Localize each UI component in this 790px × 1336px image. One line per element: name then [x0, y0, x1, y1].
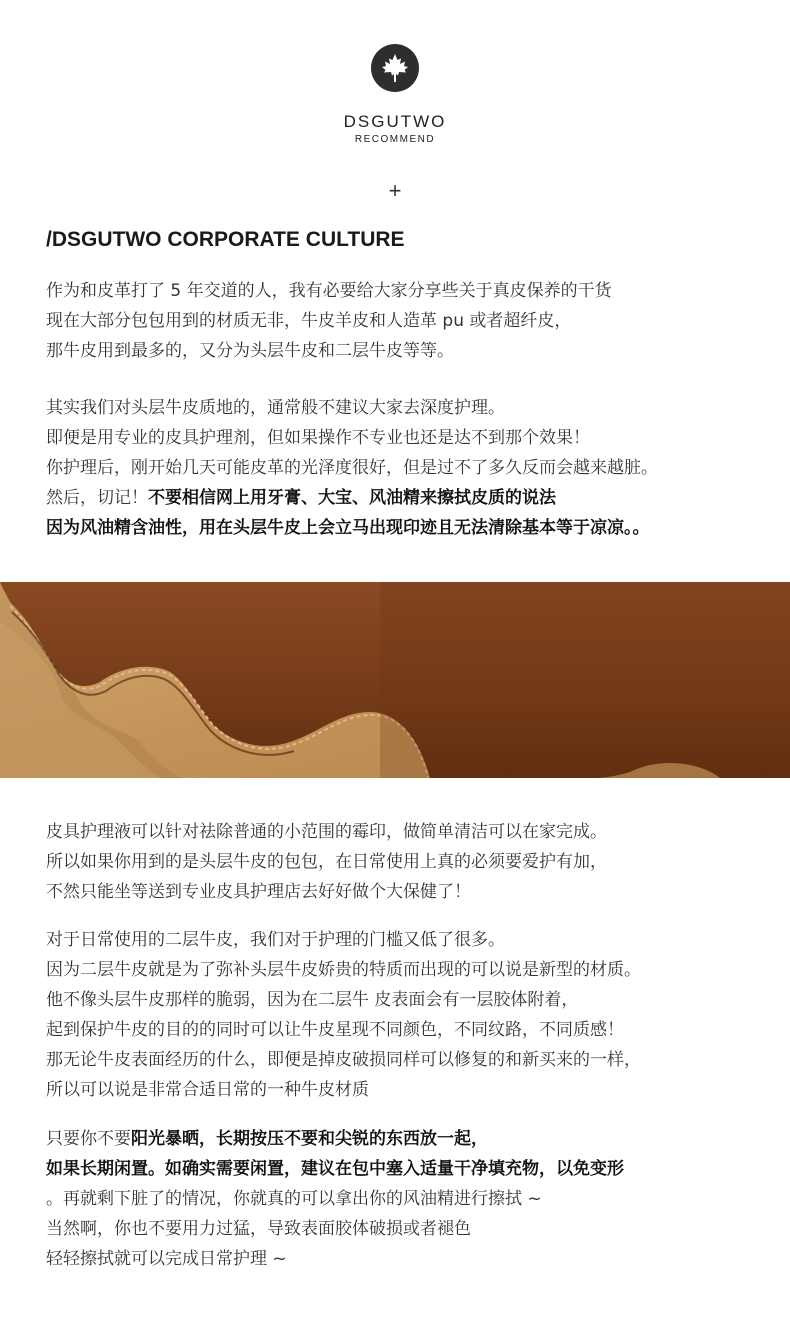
leather-photo-illustration [0, 582, 790, 778]
text-line: 当然啊，你也不要用力过猛，导致表面胶体破损或者褪色 [46, 1219, 471, 1239]
plus-separator: + [388, 178, 402, 203]
text-line: 那牛皮用到最多的，又分为头层牛皮和二层牛皮等等。 [46, 341, 454, 361]
bold-warning: 因为风油精含油性，用在头层牛皮上会立马出现印迹且无法清除基本等于凉凉。。 [46, 518, 650, 538]
daily-care-paragraph [46, 1124, 776, 1274]
text-line: 你护理后，刚开始几天可能皮革的光泽度很好，但是过不了多久反而会越来越脏。 [46, 458, 658, 478]
text-line: 那无论牛皮表面经历的什么，即便是掉皮破损同样可以修复的和新买来的一样， [46, 1050, 641, 1070]
text-line-prefix: 然后，切记！ [46, 488, 148, 508]
text-line: 即便是用专业的皮具护理剂，但如果操作不专业也还是达不到那个效果！ [46, 428, 590, 448]
text-line: 所以可以说是非常合适日常的一种牛皮材质 [46, 1080, 369, 1100]
section-heading: /DSGUTWO CORPORATE CULTURE [46, 228, 405, 251]
text-line: 因为二层牛皮就是为了弥补头层牛皮娇贵的特质而出现的可以说是新型的材质。 [46, 960, 641, 980]
text-line: 不然只能坐等送到专业皮具护理店去好好做个大保健了！ [46, 882, 471, 902]
text-line [46, 1154, 776, 1184]
bold-advice: 如果长期闲置。如确实需要闲置，建议在包中塞入适量干净填充物，以免变形 [46, 1159, 624, 1179]
split-leather-paragraph [46, 925, 776, 1105]
brand-header [0, 44, 790, 145]
text-line: 轻轻擦拭就可以完成日常护理 ~ [46, 1249, 287, 1269]
bold-warning: 不要相信网上用牙膏、大宝、风油精来擦拭皮质的说法 [148, 488, 556, 508]
brand-name: DSGUTWO [343, 112, 447, 131]
text-line: 他不像头层牛皮那样的脆弱，因为在二层牛 皮表面会有一层胶体附着， [46, 990, 579, 1010]
text-line [46, 1124, 776, 1154]
intro-paragraph [46, 276, 776, 366]
leather-closeup-photo [0, 582, 790, 778]
maple-leaf-logo-icon [371, 44, 419, 92]
text-line: 对于日常使用的二层牛皮，我们对于护理的门槛又低了很多。 [46, 930, 505, 950]
text-line: 皮具护理液可以针对祛除普通的小范围的霉印，做简单清洁可以在家完成。 [46, 822, 607, 842]
bold-advice: 阳光暴晒，长期按压不要和尖锐的东西放一起， [131, 1129, 488, 1149]
text-line [46, 483, 776, 513]
text-line: 作为和皮革打了 5 年交道的人，我有必要给大家分享些关于真皮保养的干货 [46, 281, 612, 301]
text-line: 现在大部分包包用到的材质无非，牛皮羊皮和人造革 pu 或者超纤皮， [46, 311, 572, 331]
text-line: 其实我们对头层牛皮质地的，通常般不建议大家去深度护理。 [46, 398, 505, 418]
brand-subtitle: RECOMMEND [354, 134, 436, 145]
text-line-prefix: 只要你不要 [46, 1129, 131, 1149]
text-line: 起到保护牛皮的目的的同时可以让牛皮星现不同颜色，不同纹路，不同质感！ [46, 1020, 624, 1040]
text-line [46, 513, 776, 543]
care-solution-paragraph [46, 817, 776, 907]
care-warning-paragraph [46, 393, 776, 543]
text-line: 所以如果你用到的是头层牛皮的包包，在日常使用上真的必须要爱护有加， [46, 852, 607, 872]
text-line: 。再就剩下脏了的情况，你就真的可以拿出你的风油精进行擦拭 ~ [46, 1189, 542, 1209]
